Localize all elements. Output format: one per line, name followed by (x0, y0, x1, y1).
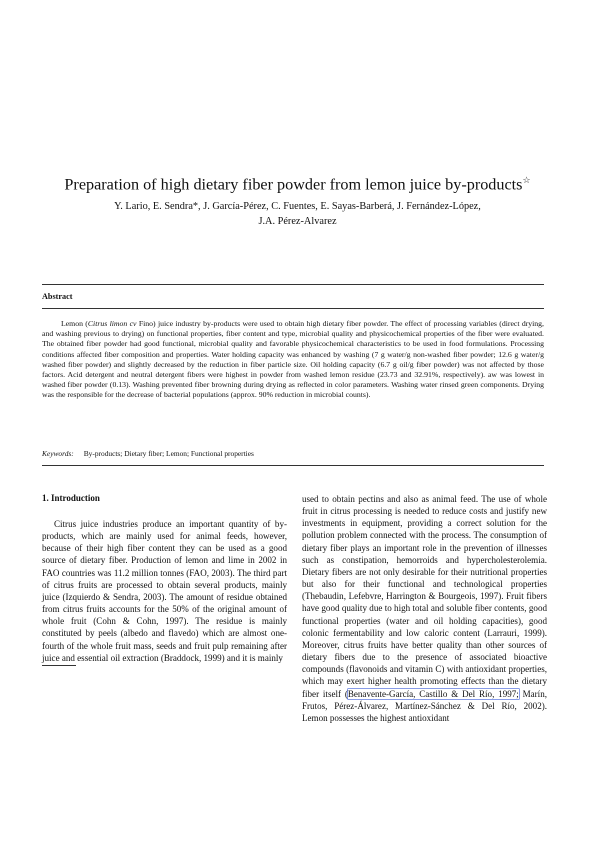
keywords-list: By-products; Dietary fiber; Lemon; Functional properties (83, 449, 254, 458)
authors-line-2: J.A. Pérez-Alvarez (258, 216, 337, 227)
intro-right-column: used to obtain pectins and also as animal feed. The use of whole fruit in citrus processing is needed to reduce costs and justify new investments in equipment, providing a correct solution for the pollution problem connected with the process. The consumption of dietary fiber plays an important role in the prevention of illnesses such as constipation, hemorroids and hypercholesterolemia. Dietary fibers are not only desirable for their nutritional properties but also for their functional and technological properties (Thebaudin, Lefebvre, Harrington & Bourgeois, 1997). Fruit fibers have good quality due to high total and soluble fiber contents, good functional properties (water and oil holding capacities), good colonic fermentability and low caloric content (Larrauri, 1999). Moreover, citrus fruits have better quality than other sources of dietary fibers due to the presence of associated bioactive compounds (flavonoids and vitamin C) with antioxidant properties, which may exert higher health promoting effects than the dietary fiber itself (Benavente-García, Castillo & Del Río, 1997; Marín, Frutos, Pérez-Álvarez, Martínez-Sánchez & Del Río, 2002). Lemon possesses the highest antioxidant (302, 494, 547, 723)
paper-title: Preparation of high dietary fiber powder from lemon juice by-products☆ (64, 175, 531, 194)
author-list (40, 199, 555, 229)
section-heading-introduction: 1. Introduction (42, 493, 100, 503)
keywords (42, 449, 254, 458)
citation-link[interactable]: Benavente-García, Castillo & Del Río, 1997; (347, 688, 519, 699)
keywords-label: Keywords: (42, 449, 74, 458)
abstract-divider (42, 308, 544, 309)
top-divider (42, 284, 544, 285)
abstract-text: Lemon (Citrus limon cv Fino) juice industry by-products were used to obtain high dietary fiber powder. The effect of processing variables (direct drying, and washing previous to drying) on functional properties, fiber content and type, microbial quality and physicochemical properties of the fiber were evaluated. The obtained fiber powder had good functional, microbial quality and favorable physicochemical characteristics to be used in food formulations. Processing conditions affected fiber composition and properties. Water holding capacity was enhanced by washing (7 g water/g non-washed fiber powder; 12.6 g water/g washed fiber powder) and slightly decreased by the reduction in fiber particle size. Oil holding capacity (6.7 g oil/g fiber powder) was not affected by those factors. Acid detergent and neutral detergent fibers were highest in powder from washed lemon residue (23.73 and 32.91%, respectively). aw was lowest in washed fiber powder (0.13). Washing prevented fiber browning during drying as reflected in color parameters. Washing water rinsed green components. Drying was the responsible for the decrease of bacterial populations (approx. 90% reduction in microbial counts). (42, 319, 544, 400)
species-name: Citrus limon cv (87, 319, 137, 328)
keywords-divider (42, 465, 544, 466)
title-footnote-mark[interactable]: ☆ (522, 175, 531, 185)
footnote-rule (42, 665, 76, 666)
authors-line-1: Y. Lario, E. Sendra*, J. García-Pérez, C. Fuentes, E. Sayas-Barberá, J. Fernández-López, (114, 201, 481, 212)
intro-left-column: Citrus juice industries produce an important quantity of by-products, which are mainly used for animal feeds, however, because of their high fiber content they can be used as a good source of dietary fiber. Production of lemon and lime in 2002 in FAO countries was 11.2 million tonnes (FAO, 2003). The third part of citrus fruits are processed to obtain several products, mainly juice (Izquierdo & Sendra, 2003). The amount of residue obtained from citrus fruits accounts for the 50% of the original amount of whole fruit (Cohn & Cohn, 1997). The residue is mainly constituted by peels (albedo and flavedo) which are almost one-fourth of the whole fruit mass, seeds and fruit pulp remaining after juice and essential oil extraction (Braddock, 1999) and it is mainly (42, 519, 287, 663)
abstract-heading: Abstract (42, 292, 73, 301)
